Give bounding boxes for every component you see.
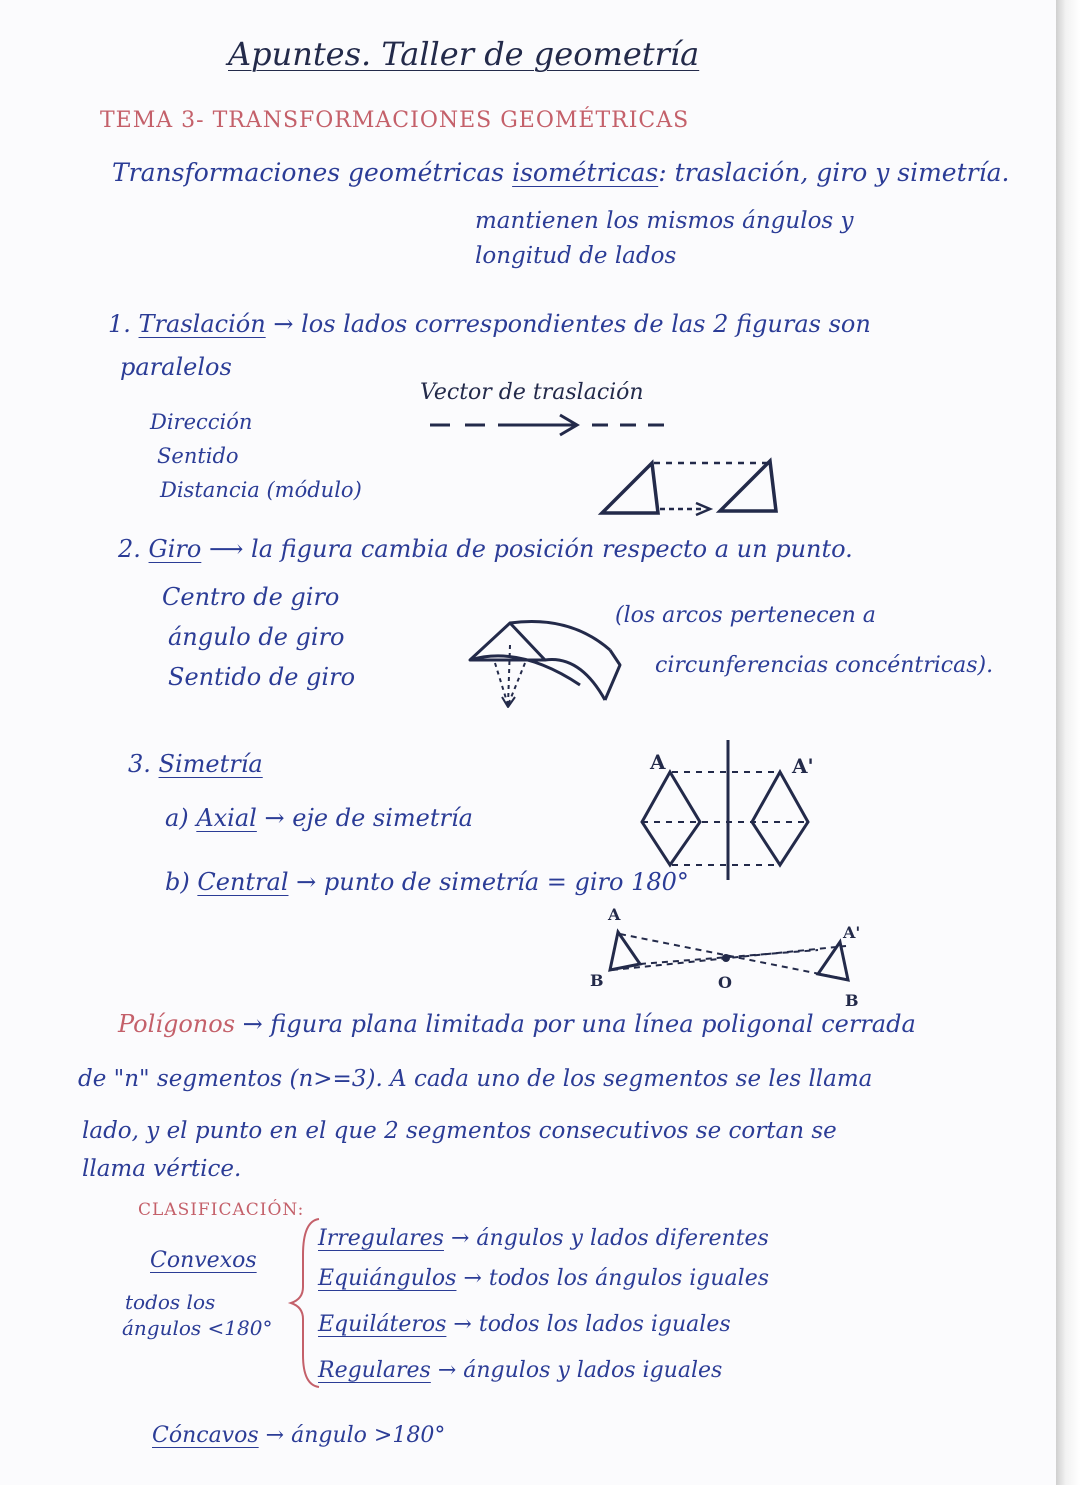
central-prefix: b) — [165, 868, 190, 896]
giro-header — [118, 537, 853, 561]
central-label: Central — [197, 868, 289, 896]
axial-point-a-prime: A' — [792, 754, 814, 778]
central-point-b-second: B — [845, 991, 859, 1010]
central-point-a-prime: A' — [843, 923, 861, 942]
poligonos-line-2: de "n" segmentos (n>=3). A cada uno de los segmentos se les llama — [78, 1066, 873, 1092]
intro-line — [112, 160, 1009, 185]
central-point-b: B — [590, 971, 604, 990]
traslacion-prop-sentido: Sentido — [157, 444, 239, 468]
traslacion-desc-2: paralelos — [120, 353, 232, 381]
giro-radius — [495, 663, 508, 705]
giro-radius — [508, 663, 525, 705]
intro-lead: Transformaciones geométricas — [112, 158, 505, 187]
traslacion-prop-direccion: Dirección — [150, 410, 253, 434]
giro-arrow: ⟶ — [208, 535, 244, 563]
traslacion-label: Traslación — [138, 310, 266, 338]
clasificacion-label: CLASIFICACIÓN: — [138, 1200, 305, 1220]
central-desc: punto de simetría = giro 180° — [323, 868, 689, 896]
concavos-arrow: → — [265, 1423, 285, 1448]
item-name: Regulares — [318, 1358, 431, 1383]
intro-note-2: longitud de lados — [475, 243, 677, 269]
axial-shape-left — [642, 772, 700, 865]
giro-prop-centro: Centro de giro — [162, 583, 340, 611]
giro-note-1: (los arcos pertenecen a — [615, 603, 876, 628]
item-name: Irregulares — [318, 1226, 444, 1251]
section-theme: TEMA 3- TRANSFORMACIONES GEOMÉTRICAS — [100, 108, 690, 133]
concavos-desc: ángulo >180° — [291, 1423, 446, 1448]
vector-traslacion-figure — [420, 405, 720, 525]
item-desc: ángulos y lados diferentes — [476, 1226, 769, 1251]
axial-prefix: a) — [165, 804, 189, 832]
convexos-note-2: ángulos <180° — [122, 1316, 273, 1340]
giro-radius — [508, 645, 510, 705]
giro-number: 2. — [118, 535, 141, 563]
giro-arc — [545, 660, 605, 701]
convexos-label: Convexos — [150, 1248, 257, 1273]
simetria-central-line — [165, 870, 689, 894]
item-arrow: → — [437, 1358, 457, 1383]
clasificacion-item — [318, 1314, 731, 1336]
poligonos-arrow: → — [242, 1010, 263, 1038]
page-title: Apuntes. Taller de geometría — [228, 35, 700, 73]
concavos-line — [152, 1425, 445, 1447]
convexos-note-1: todos los — [125, 1290, 216, 1314]
giro-note-2: circunferencias concéntricas). — [655, 653, 994, 678]
axial-arrow: → — [264, 804, 285, 832]
giro-shape-rotated — [605, 650, 620, 700]
scan-edge — [1056, 0, 1080, 1485]
item-desc: todos los ángulos iguales — [488, 1266, 770, 1291]
clasificacion-item — [318, 1268, 769, 1290]
concavos-label: Cóncavos — [152, 1423, 259, 1448]
central-point-a: A — [608, 905, 621, 924]
item-arrow: → — [450, 1226, 470, 1251]
axial-point-a: A — [650, 750, 666, 774]
traslacion-arrow: → — [273, 310, 294, 338]
clasificacion-item — [318, 1360, 722, 1382]
giro-prop-sentido: Sentido de giro — [168, 663, 356, 691]
axial-desc: eje de simetría — [292, 804, 473, 832]
giro-desc: la figura cambia de posición respecto a un punto. — [251, 535, 853, 563]
vector-label: Vector de traslación — [420, 380, 644, 405]
central-point-o: O — [718, 973, 732, 992]
poligonos-line-3: lado, y el punto en el que 2 segmentos consecutivos se cortan se — [82, 1118, 837, 1144]
poligonos-term: Polígonos — [118, 1010, 236, 1038]
giro-arc — [510, 622, 610, 650]
simetria-axial-line — [165, 806, 473, 830]
poligonos-def-1: figura plana limitada por una línea poligonal cerrada — [270, 1010, 916, 1038]
item-arrow: → — [463, 1266, 482, 1291]
intro-note-1: mantienen los mismos ángulos y — [475, 208, 854, 234]
simetria-header — [128, 752, 263, 776]
giro-label: Giro — [148, 535, 202, 563]
triangle-translated — [720, 461, 776, 511]
traslacion-number: 1. — [108, 310, 131, 338]
traslacion-desc-1: los lados correspondientes de las 2 figuras son — [301, 310, 871, 338]
simetria-number: 3. — [128, 750, 151, 778]
triangle-original — [602, 463, 658, 513]
item-desc: ángulos y lados iguales — [463, 1358, 723, 1383]
item-name: Equiláteros — [318, 1312, 447, 1337]
axial-shape-right — [752, 772, 808, 865]
giro-prop-angulo: ángulo de giro — [168, 623, 345, 651]
simetria-label: Simetría — [158, 750, 263, 778]
item-name: Equiángulos — [318, 1266, 457, 1291]
poligonos-line-1 — [118, 1012, 916, 1036]
item-arrow: → — [453, 1312, 472, 1337]
intro-term: isométricas — [512, 158, 659, 187]
clasificacion-item — [318, 1228, 769, 1250]
axial-label: Axial — [196, 804, 257, 832]
giro-figure — [460, 605, 630, 715]
traslacion-prop-distancia: Distancia (módulo) — [160, 478, 362, 502]
center-point-o — [724, 956, 729, 961]
poligonos-line-4: llama vértice. — [82, 1156, 242, 1182]
central-arrow: → — [296, 868, 317, 896]
item-desc: todos los lados iguales — [478, 1312, 731, 1337]
intro-rest: : traslación, giro y simetría. — [658, 158, 1010, 187]
traslacion-header — [108, 312, 871, 336]
giro-shape-original — [470, 623, 545, 660]
